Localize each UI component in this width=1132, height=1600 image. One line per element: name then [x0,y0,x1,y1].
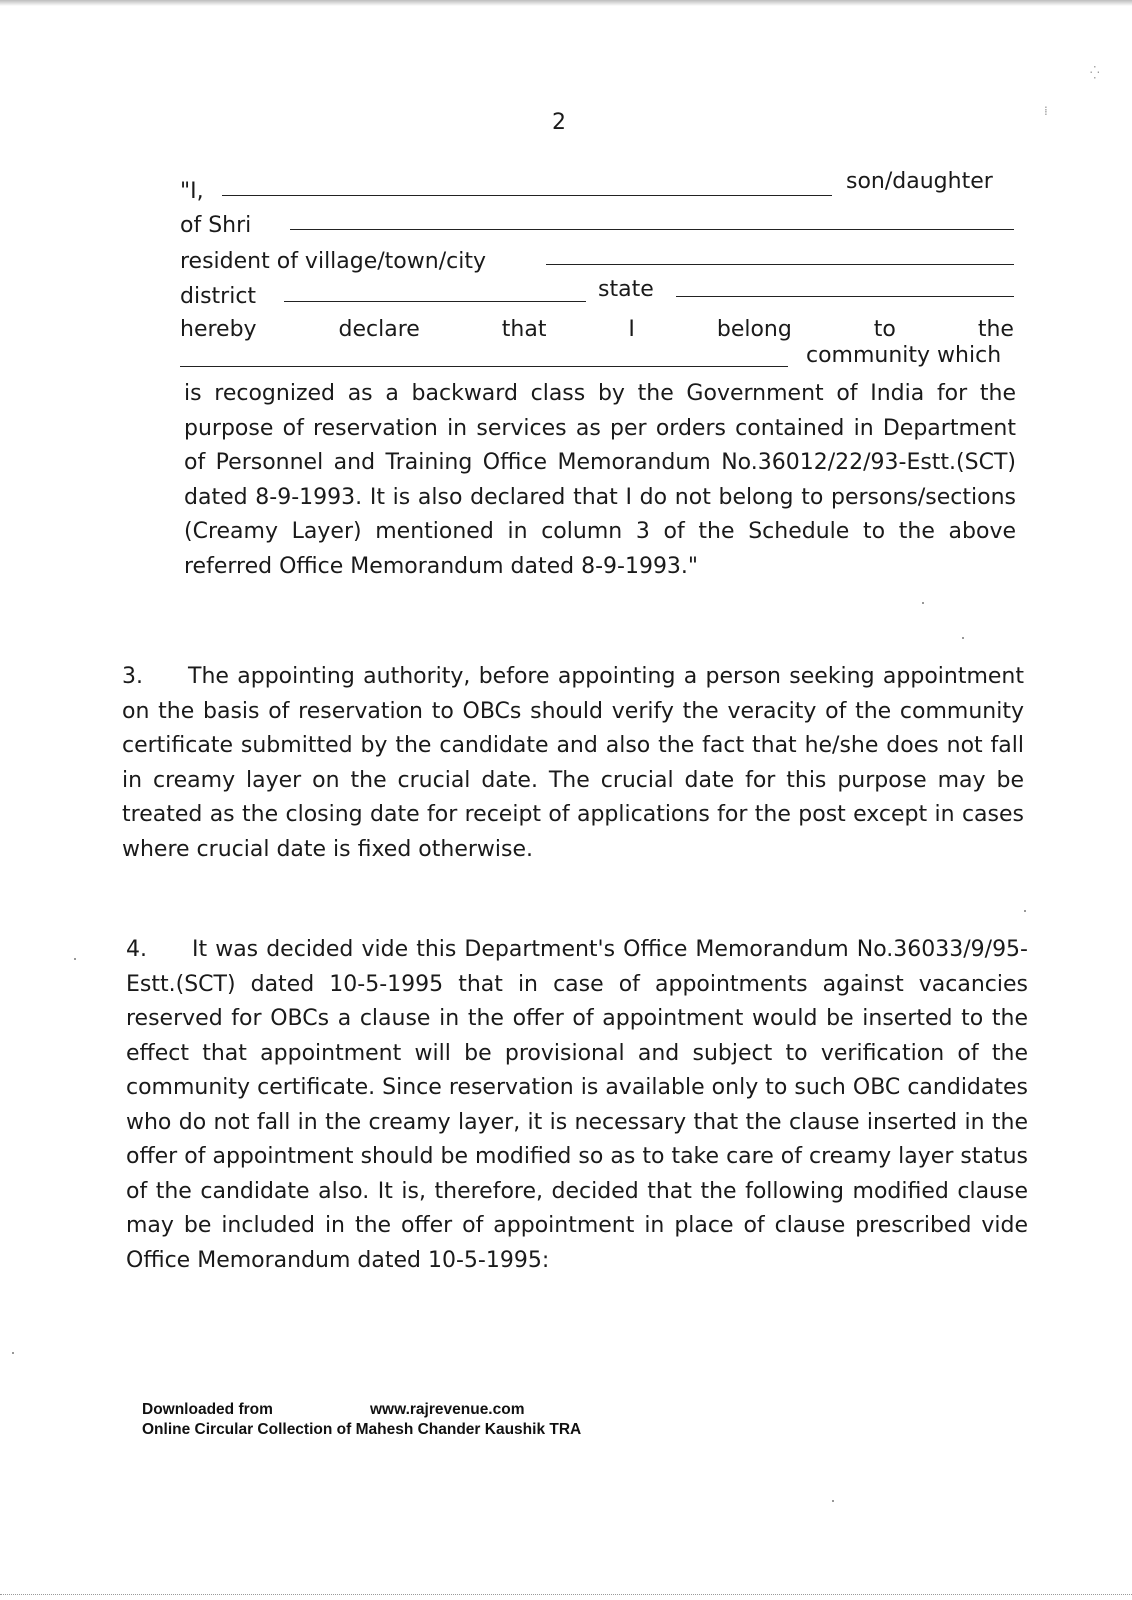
scan-edge-bottom [0,1594,1132,1599]
paragraph-number: 4. [126,937,147,962]
residence-label: resident of village/town/city [180,249,486,274]
declare-word: that [501,317,547,342]
state-blank [676,296,1014,297]
district-blank [284,301,586,302]
residence-blank [546,264,1014,265]
scan-dot [922,602,924,604]
declare-word: I [628,317,635,342]
scan-edge-top [0,0,1132,6]
paragraph-4 [126,933,1028,1278]
declare-word: to [873,317,896,342]
scan-dot [832,1500,834,1502]
paragraph-text: The appointing authority, before appointing a person seeking appointment on the basis of reservation to OBCs should verify the veracity of the community certificate submitted by the candidate and also the fact that he/she does not fall in creamy layer on the crucial date. The crucial date for this purpose may be treated as the closing date for receipt of applications for the post except in cases where crucial date is fixed otherwise. [122,664,1024,862]
declare-word: declare [338,317,420,342]
community-blank [180,366,788,367]
district-label: district [180,284,257,309]
community-label: community which [806,343,1002,368]
scan-speck: ⁞ [1044,104,1048,118]
download-footer [142,1400,581,1440]
declaration-open: "I, [180,179,204,204]
downloaded-from-label: Downloaded from [142,1401,273,1418]
paragraph-number: 3. [122,664,143,689]
scan-speck: ⁛ [1090,66,1100,80]
father-label: of Shri [180,213,252,238]
declaration-body: is recognized as a backward class by the Government of India for the purpose of reservation in services as per orders contained in Department of Personnel and Training Office Memorandum No.36012/22/93-Estt.(SCT) dated 8-9-1993. It is also declared that I do not belong to persons/sections (Creamy Layer) mentioned in column 3 of the Schedule to the above referred Office Memorandum dated 8-9-1993." [184,381,1016,579]
website-text: www.rajrevenue.com [370,1401,525,1418]
son-daughter-label: son/daughter [846,169,993,194]
paragraph-3 [122,660,1024,867]
collection-text: Online Circular Collection of Mahesh Chander Kaushik TRA [142,1421,582,1438]
declare-word: belong [716,317,792,342]
page-number: 2 [552,110,566,135]
scan-dot [12,1352,14,1354]
state-label: state [598,277,654,302]
father-name-blank [290,229,1014,230]
declare-line [180,316,1014,344]
name-blank [222,195,832,196]
declare-word: hereby [180,317,257,342]
paragraph-text: It was decided vide this Department's Office Memorandum No.36033/9/95-Estt.(SCT) dated 10-5-1995 that in case of appointments against vacancies reserved for OBCs a clause in the offer of appointment would be inserted to the effect that appointment will be provisional and subject to verification of the community certificate. Since reservation is available only to such OBC candidates who do not fall in the creamy layer, it is necessary that the clause inserted in the offer of appointment should be modified so as to take care of creamy layer status of the candidate also. It is, therefore, decided that the following modified clause may be included in the offer of appointment in place of clause prescribed vide Office Memorandum dated 10-5-1995: [126,937,1028,1273]
scan-dot [74,958,76,960]
declare-word: the [977,317,1014,342]
scan-dot [1024,910,1026,912]
scan-dot [962,637,964,639]
